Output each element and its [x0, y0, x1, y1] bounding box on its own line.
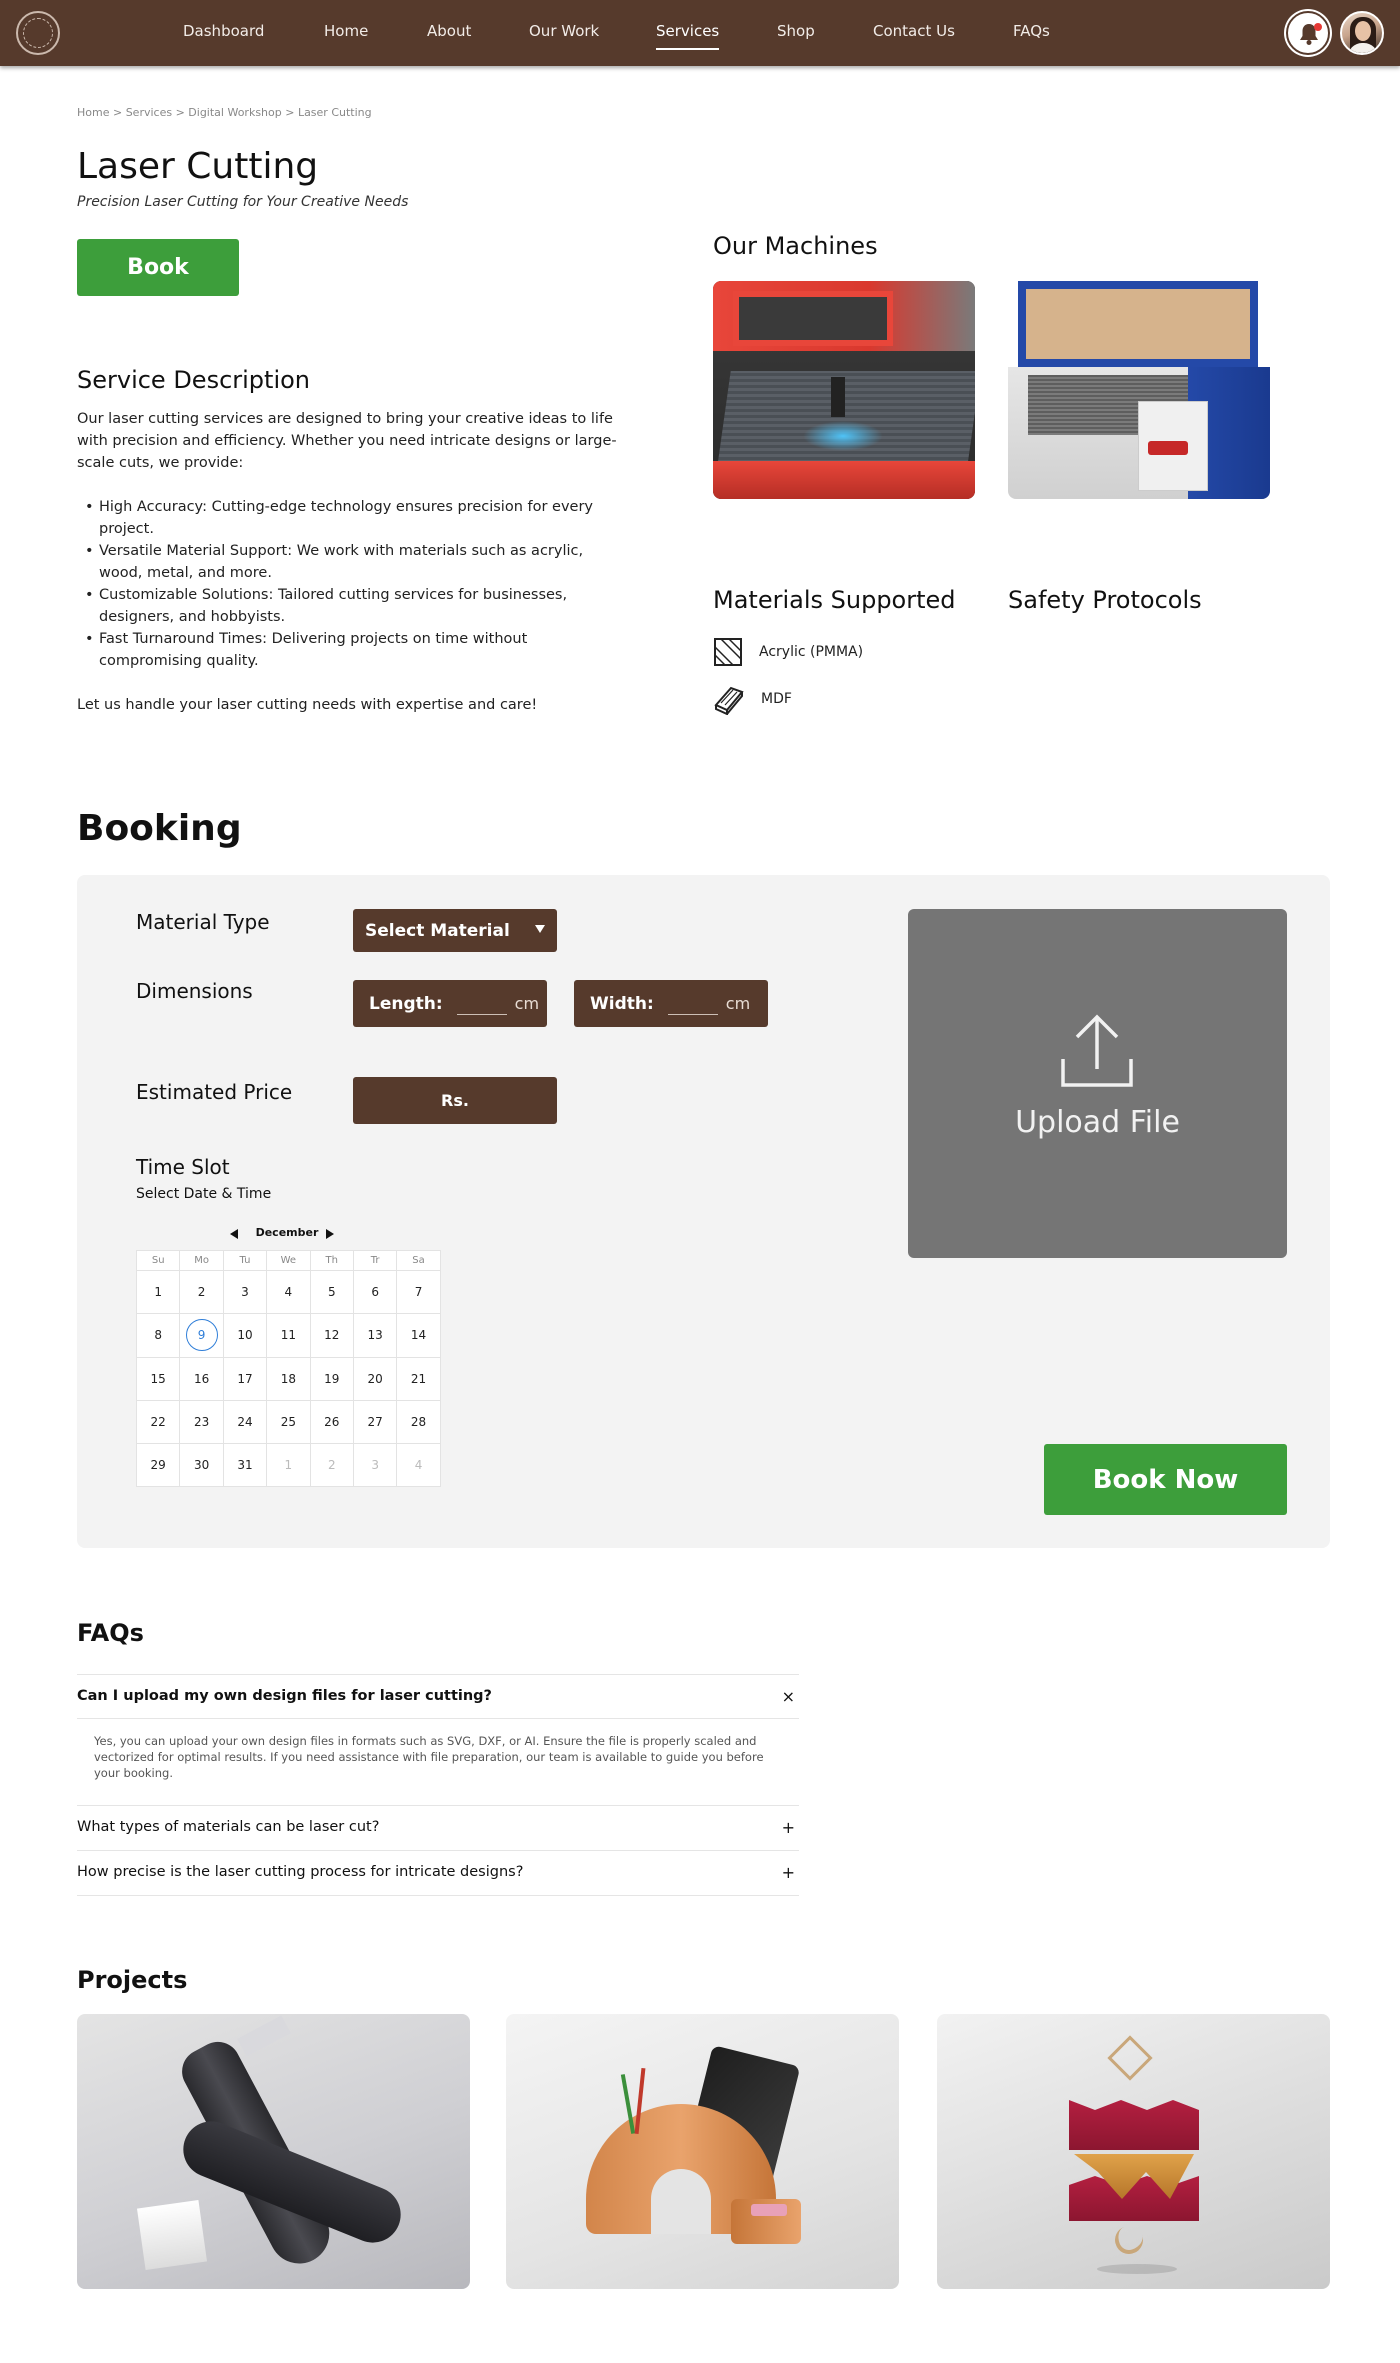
calendar-day[interactable]: 7: [397, 1271, 440, 1314]
calendar-day[interactable]: 17: [223, 1357, 266, 1400]
laser-head: [831, 377, 845, 417]
description-bullets: [99, 496, 622, 672]
plus-icon[interactable]: +: [781, 1818, 795, 1837]
calendar-day[interactable]: 29: [137, 1444, 180, 1487]
machine-lid: [1018, 281, 1258, 371]
top-navbar: [0, 0, 1400, 66]
calendar-day[interactable]: 8: [137, 1314, 180, 1357]
material-item-acrylic: [713, 637, 863, 667]
bullet-item: • Fast Turnaround Times: Delivering projects on time without compromising quality.: [99, 628, 622, 672]
nav-link-faqs[interactable]: FAQs: [1013, 22, 1050, 40]
weekday-label: Mo: [180, 1251, 223, 1271]
calendar-day[interactable]: 2: [180, 1271, 223, 1314]
calendar-day[interactable]: 12: [310, 1314, 353, 1357]
calendar-day-next-month[interactable]: 3: [353, 1444, 396, 1487]
materials-heading: Materials Supported: [713, 586, 956, 614]
calendar-day[interactable]: 15: [137, 1357, 180, 1400]
upload-file-dropzone[interactable]: [908, 909, 1287, 1258]
calendar-header: [136, 1225, 438, 1243]
material-select[interactable]: [353, 909, 557, 952]
project-shape: [137, 2200, 207, 2270]
weekday-label: We: [267, 1251, 310, 1271]
nav-link-home[interactable]: Home: [324, 22, 369, 40]
calendar-day[interactable]: 26: [310, 1400, 353, 1443]
calendar-grid: [136, 1250, 441, 1487]
laser-glow: [803, 421, 883, 451]
weekday-label: Sa: [397, 1251, 440, 1271]
nav-link-services[interactable]: Services: [656, 22, 720, 40]
faq-divider: [77, 1718, 799, 1719]
user-avatar[interactable]: [1340, 11, 1384, 55]
breadcrumb[interactable]: Home > Services > Digital Workshop > Laser Cutting: [77, 106, 372, 119]
machine-image-red-laser[interactable]: [713, 281, 975, 499]
calendar-day[interactable]: 22: [137, 1400, 180, 1443]
faq-question-text: How precise is the laser cutting process for intricate designs?: [77, 1864, 524, 1880]
faq-divider: [77, 1895, 799, 1896]
calendar-day[interactable]: 5: [310, 1271, 353, 1314]
calendar-day-next-month[interactable]: 2: [310, 1444, 353, 1487]
machine-brand-badge: [1148, 441, 1188, 455]
bullet-item: • Versatile Material Support: We work with materials such as acrylic, wood, metal, and more.: [99, 540, 622, 584]
project-card-lantern[interactable]: [937, 2014, 1330, 2289]
calendar-day[interactable]: 24: [223, 1400, 266, 1443]
close-icon[interactable]: ×: [781, 1687, 795, 1706]
machine-image-blue-laser[interactable]: [1008, 281, 1270, 499]
calendar-day[interactable]: 16: [180, 1357, 223, 1400]
estimated-price-value: Rs.: [353, 1077, 557, 1124]
nav-link-dashboard[interactable]: Dashboard: [183, 22, 265, 40]
selected-day-circle: 9: [186, 1319, 218, 1351]
project-shape: [1097, 2264, 1177, 2274]
length-field[interactable]: [353, 980, 547, 1027]
avatar-face: [1355, 21, 1371, 41]
notification-dot: [1314, 23, 1322, 31]
material-item-mdf: [713, 683, 792, 715]
plus-icon[interactable]: +: [781, 1863, 795, 1882]
calendar-day[interactable]: 6: [353, 1271, 396, 1314]
calendar-day[interactable]: 19: [310, 1357, 353, 1400]
calendar-day[interactable]: 13: [353, 1314, 396, 1357]
faq-divider: [77, 1674, 799, 1675]
machine-lid-window: [733, 291, 893, 346]
time-slot-sublabel: Select Date & Time: [136, 1186, 272, 1202]
width-input[interactable]: [668, 993, 718, 1015]
calendar-month: December: [255, 1226, 319, 1239]
dimensions-label: Dimensions: [136, 979, 253, 1003]
length-label: Length:: [369, 993, 443, 1014]
upload-icon: [1059, 1013, 1135, 1089]
project-card-desk-organizer[interactable]: [506, 2014, 899, 2289]
faq-divider: [77, 1805, 799, 1806]
caret-down-icon: [535, 925, 545, 933]
acrylic-sheet-icon: [713, 637, 743, 667]
calendar-day[interactable]: 10: [223, 1314, 266, 1357]
length-unit: cm: [514, 994, 540, 1013]
description-closing: Let us handle your laser cutting needs with expertise and care!: [77, 697, 538, 713]
machine-rail: [713, 461, 975, 499]
calendar-day-next-month[interactable]: 4: [397, 1444, 440, 1487]
book-now-button[interactable]: Book Now: [1044, 1444, 1287, 1515]
material-label: MDF: [761, 691, 792, 707]
material-type-label: Material Type: [136, 910, 270, 934]
calendar-day[interactable]: 27: [353, 1400, 396, 1443]
calendar-day[interactable]: 11: [267, 1314, 310, 1357]
machines-heading: Our Machines: [713, 232, 878, 260]
nav-link-about[interactable]: About: [427, 22, 472, 40]
calendar-day[interactable]: 20: [353, 1357, 396, 1400]
calendar-day[interactable]: 30: [180, 1444, 223, 1487]
calendar-day[interactable]: 21: [397, 1357, 440, 1400]
calendar-day[interactable]: 31: [223, 1444, 266, 1487]
weekday-label: Tr: [353, 1251, 396, 1271]
description-intro: Our laser cutting services are designed to bring your creative ideas to life with precision and efficiency. Whether you need intricate designs or large-scale cuts, we provide:: [77, 411, 617, 471]
material-select-value: Select Material: [365, 920, 510, 941]
nav-link-our-work[interactable]: Our Work: [529, 22, 600, 40]
calendar-day-selected[interactable]: [180, 1314, 223, 1357]
calendar-day[interactable]: 4: [267, 1271, 310, 1314]
length-input[interactable]: [457, 993, 507, 1015]
calendar-day[interactable]: 18: [267, 1357, 310, 1400]
nav-link-contact-us[interactable]: Contact Us: [873, 22, 955, 40]
project-shape: [1111, 2222, 1147, 2258]
project-shape: [651, 2169, 711, 2234]
booking-heading: Booking: [77, 808, 242, 849]
calendar-day[interactable]: 1: [137, 1271, 180, 1314]
calendar-day[interactable]: 3: [223, 1271, 266, 1314]
material-label: Acrylic (PMMA): [759, 644, 864, 660]
service-description-heading: Service Description: [77, 366, 311, 394]
nav-link-shop[interactable]: Shop: [777, 22, 815, 40]
notification-button[interactable]: [1286, 11, 1330, 55]
faq-divider: [77, 1850, 799, 1851]
width-label: Width:: [590, 993, 654, 1014]
time-slot-label: Time Slot: [136, 1155, 230, 1179]
project-shape: [751, 2204, 787, 2216]
page-subtitle: Precision Laser Cutting for Your Creative Needs: [77, 194, 409, 210]
upload-file-label: Upload File: [1015, 1105, 1180, 1140]
book-button[interactable]: Book: [77, 239, 239, 296]
project-shape: [1069, 2100, 1199, 2150]
service-description: [77, 408, 622, 716]
project-shape: [237, 2015, 291, 2056]
weekday-label: Tu: [223, 1251, 266, 1271]
weekday-label: Th: [310, 1251, 353, 1271]
calendar-day[interactable]: 23: [180, 1400, 223, 1443]
width-unit: cm: [725, 994, 751, 1013]
logo-ring: [23, 18, 53, 48]
bullet-item: • Customizable Solutions: Tailored cutting services for businesses, designers, and hobbyists.: [99, 584, 622, 628]
page-title: Laser Cutting: [77, 146, 319, 187]
faqs-heading: FAQs: [77, 1619, 144, 1647]
faq-question-text: Can I upload my own design files for laser cutting?: [77, 1688, 492, 1704]
weekday-label: Su: [137, 1251, 180, 1271]
calendar-day[interactable]: 28: [397, 1400, 440, 1443]
safety-heading[interactable]: Safety Protocols: [1008, 586, 1202, 614]
project-card-trimmer[interactable]: [77, 2014, 470, 2289]
faq-question-text: What types of materials can be laser cut?: [77, 1819, 380, 1835]
faq-answer: Yes, you can upload your own design files in formats such as SVG, DXF, or AI. Ensure the file is properly scaled and vectorized for optimal results. If you need assistance with file preparation, our team is available to guide you before your booking.: [94, 1734, 764, 1780]
next-month-icon[interactable]: [326, 1229, 334, 1239]
mdf-boards-icon: [713, 683, 745, 715]
width-field[interactable]: [574, 980, 768, 1027]
calendar-day-next-month[interactable]: 1: [267, 1444, 310, 1487]
projects-heading: Projects: [77, 1966, 188, 1994]
project-shape: [1107, 2035, 1152, 2080]
bullet-item: • High Accuracy: Cutting-edge technology ensures precision for every project.: [99, 496, 622, 540]
calendar-day[interactable]: 14: [397, 1314, 440, 1357]
estimated-price-label: Estimated Price: [136, 1080, 293, 1104]
brand-logo[interactable]: [16, 11, 60, 55]
calendar-day[interactable]: 25: [267, 1400, 310, 1443]
